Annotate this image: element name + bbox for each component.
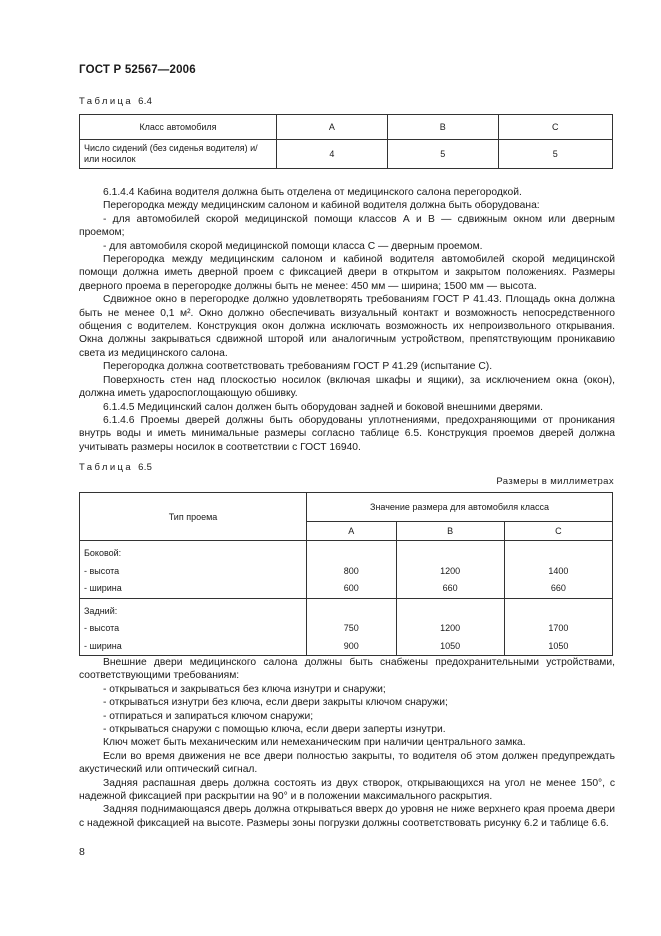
value-cell-b: 5 (387, 140, 498, 169)
paragraph: Внешние двери медицинского салона должны быть снабжены предохранительными устройствами, соответствующими требованиям: (79, 657, 615, 682)
list-item: - открываться изнутри без ключа, если двери закрыты ключом снаружи; (103, 697, 448, 709)
list-item: - открываться снаружи с помощью ключа, если двери заперты изнутри. (103, 724, 446, 736)
cell-value: 660 (550, 583, 566, 593)
cell-value: 660 (442, 583, 458, 593)
header-cell-opening-type: Тип проема (80, 493, 307, 541)
value-cell-b (396, 598, 504, 656)
paragraph: 6.1.4.4 Кабина водителя должна быть отделена от медицинского салона перегородкой. (103, 187, 522, 198)
page-number: 8 (79, 846, 85, 858)
table-caption-word: Таблица (79, 462, 134, 473)
cell-value: 1400 (548, 565, 569, 576)
list-item: - открываться и закрываться без ключа изнутри и снаружи; (103, 683, 386, 695)
table-caption-number: 6.5 (138, 462, 153, 473)
cell-value: 750 (343, 623, 359, 633)
row-label-group (80, 541, 307, 599)
row-label: - ширина (84, 583, 122, 593)
paragraph: 6.1.4.5 Медицинский салон должен быть оборудован задней и боковой внешними дверями. (103, 401, 543, 413)
row-label: - высота (84, 623, 120, 633)
header-cell-c: С (504, 522, 612, 541)
cell-value: 600 (343, 583, 359, 593)
paragraph: Ключ может быть механическим или немеханическим при наличии центрального замка. (103, 737, 526, 749)
value-cell-b (396, 541, 504, 599)
table-row (80, 541, 613, 599)
paragraph: Задняя распашная дверь должна состоять из двух створок, открывающихся на угол не менее 150°, с надежной фиксацией при раскрытии на 90° и в положении максимального раскрытия. (79, 777, 615, 803)
row-label-group (80, 598, 307, 656)
paragraph: Перегородка должна соответствовать требованиям ГОСТ Р 41.29 (испытание С). (103, 361, 493, 373)
table-header-row (80, 493, 613, 522)
group-label: Задний: (84, 605, 118, 616)
cell-value: 1200 (440, 565, 461, 576)
cell-value: 1050 (548, 640, 569, 651)
paragraph: Перегородка между медицинским салоном и кабиной водителя должна быть оборудована: (103, 200, 540, 212)
table-caption-word: Таблица (79, 96, 134, 107)
table-row (80, 598, 613, 656)
table-units-note: Размеры в миллиметрах (496, 476, 614, 487)
header-cell-a: А (307, 522, 397, 541)
value-cell-a: 4 (277, 140, 388, 169)
cell-value: 800 (343, 565, 359, 576)
table-caption-number: 6.4 (138, 96, 153, 107)
section-cabin-partition (79, 186, 615, 454)
table-6-5 (79, 492, 613, 656)
header-cell-group: Значение размера для автомобиля класса (307, 493, 613, 522)
section-exterior-doors (79, 656, 615, 830)
cell-value: 1050 (440, 640, 461, 651)
document-code: ГОСТ Р 52567—2006 (79, 64, 196, 76)
table-row (80, 140, 613, 169)
cell-value: 900 (343, 640, 359, 651)
row-label: - ширина (84, 640, 122, 651)
value-cell-a (307, 541, 397, 599)
value-cell-c (504, 541, 612, 599)
header-cell-class: Класс автомобиля (80, 115, 277, 140)
table-6-4-caption (79, 96, 152, 107)
value-cell-c: 5 (498, 140, 612, 169)
cell-value: 1200 (440, 623, 461, 633)
paragraph: Если во время движения не все двери полностью закрыты, то водителя об этом должен предупреждать акустический или оптический сигнал. (79, 750, 615, 776)
row-label: - высота (84, 565, 120, 576)
header-cell-b: В (387, 115, 498, 140)
list-item: - для автомобилей скорой медицинской помощи классов А и В — сдвижным окном или дверным проемом; (79, 213, 615, 239)
paragraph: Задняя поднимающаяся дверь должна открываться вверх до уровня не ниже верхнего края проема двери с надежной фиксацией на высоте. Размеры зоны погрузки должны соответствовать рисунку 6.2 и таблице 6.6. (79, 804, 615, 829)
group-label: Боковой: (84, 548, 122, 558)
table-6-5-caption (79, 462, 152, 473)
table-header-row (80, 115, 613, 140)
value-cell-c (504, 598, 612, 656)
paragraph: 6.1.4.6 Проемы дверей должны быть оборудованы уплотнениями, предохраняющими от проникания внутрь воды и иметь минимальные размеры согласно таблице 6.5. Конструкция проемов дверей должна учитывать размеры носилок в соответствии с ГОСТ 16940. (79, 414, 615, 453)
paragraph: Сдвижное окно в перегородке должно удовлетворять требованиям ГОСТ Р 41.43. Площадь окна должна быть не менее 0,1 м². Окно должно обеспечивать визуальный контакт и возможность непосредственного общения с водителем. Конструкция окон должна исключать возможность их непроизвольного открывания. Окна должны закрываться сдвижной шторой или аналогичным устройством, препятствующим проникавию света из медицинского салона. (79, 294, 615, 359)
header-cell-c: С (498, 115, 612, 140)
value-cell-a (307, 598, 397, 656)
paragraph: Поверхность стен над плоскостью носилок (включая шкафы и ящики), за исключением окна (окон), должна иметь удароспоглощающую обшивку. (79, 374, 615, 400)
list-item: - отпираться и запираться ключом снаружи; (103, 710, 314, 722)
header-cell-a: А (277, 115, 388, 140)
table-6-4 (79, 114, 613, 169)
list-item: - для автомобиля скорой медицинской помощи класса С — дверным проемом. (103, 240, 483, 252)
cell-value: 1700 (548, 623, 569, 633)
header-cell-b: В (396, 522, 504, 541)
row-label: Число сидений (без сиденья водителя) и/или носилок (80, 140, 277, 169)
paragraph: Перегородка между медицинским салоном и кабиной водителя автомобилей скорой медицинской помощи должна иметь дверной проем с фиксацией двери в открытом и закрытом положениях. Размеры дверного проема в перегородке должны быть не менее: 450 мм — ширина; 1500 мм — высота. (79, 254, 615, 292)
